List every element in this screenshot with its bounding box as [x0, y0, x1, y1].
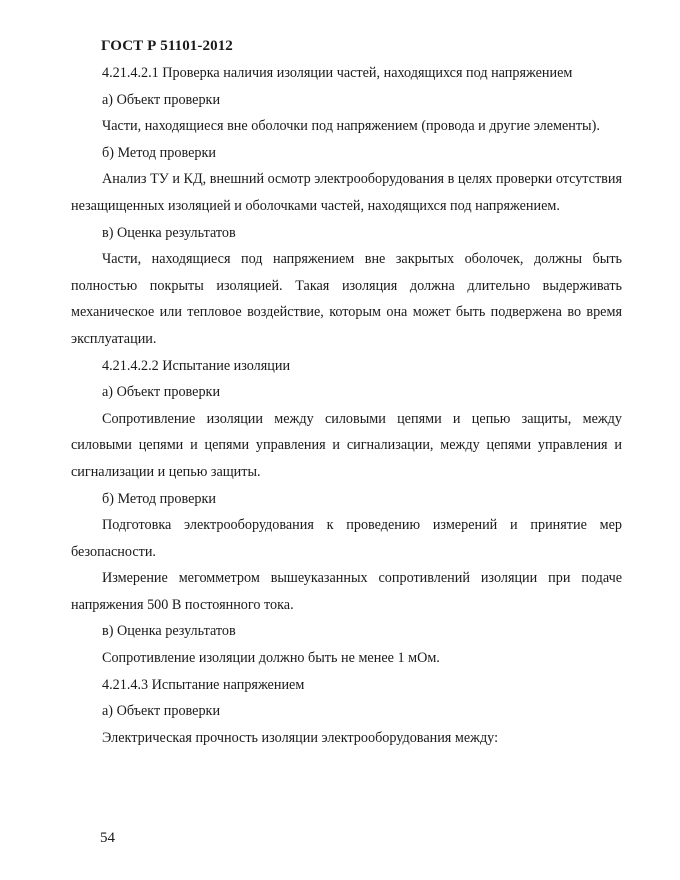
document-header: ГОСТ Р 51101-2012: [101, 38, 233, 54]
section-heading: 4.21.4.2.1 Проверка наличия изоляции частей, находящихся под напряжением: [102, 65, 573, 81]
paragraph: Сопротивление изоляции между силовыми цепями и цепью защиты, между силовыми цепями и цепями управления и сигнализации, между цепями управления и сигнализации и цепью защиты.: [71, 410, 622, 480]
paragraph: Части, находящиеся под напряжением вне закрытых оболочек, должны быть полностью покрыты изоляцией. Такая изоляция должна длительно выдерживать механическое или тепловое воздействие, которым она может быть подвержена во время эксплуатации.: [71, 251, 622, 347]
subheading: в) Оценка результатов: [102, 224, 236, 241]
section-heading: 4.21.4.2.2 Испытание изоляции: [102, 357, 291, 374]
section-heading: 4.21.4.3 Испытание напряжением: [102, 676, 305, 693]
paragraph: Подготовка электрооборудования к проведению измерений и принятие мер безопасности.: [71, 517, 622, 560]
paragraph: Сопротивление изоляции должно быть не менее 1 мОм.: [102, 650, 440, 667]
subheading: б) Метод проверки: [102, 490, 216, 507]
paragraph: Анализ ТУ и КД, внешний осмотр электрооборудования в целях проверки отсутствия незащищенных изоляцией и оболочками частей, находящихся под напряжением.: [71, 171, 622, 214]
paragraph: Электрическая прочность изоляции электрооборудования между:: [102, 729, 499, 746]
subheading: а) Объект проверки: [102, 703, 221, 720]
paragraph: Измерение мегомметром вышеуказанных сопротивлений изоляции при подаче напряжения 500 В постоянного тока.: [71, 570, 622, 613]
subheading: в) Оценка результатов: [102, 623, 236, 640]
page-number: 54: [100, 830, 115, 846]
paragraph: Части, находящиеся вне оболочки под напряжением (провода и другие элементы).: [102, 118, 600, 135]
subheading: б) Метод проверки: [102, 144, 216, 161]
document-body: [71, 60, 622, 751]
subheading: а) Объект проверки: [102, 91, 221, 108]
subheading: а) Объект проверки: [102, 384, 221, 401]
